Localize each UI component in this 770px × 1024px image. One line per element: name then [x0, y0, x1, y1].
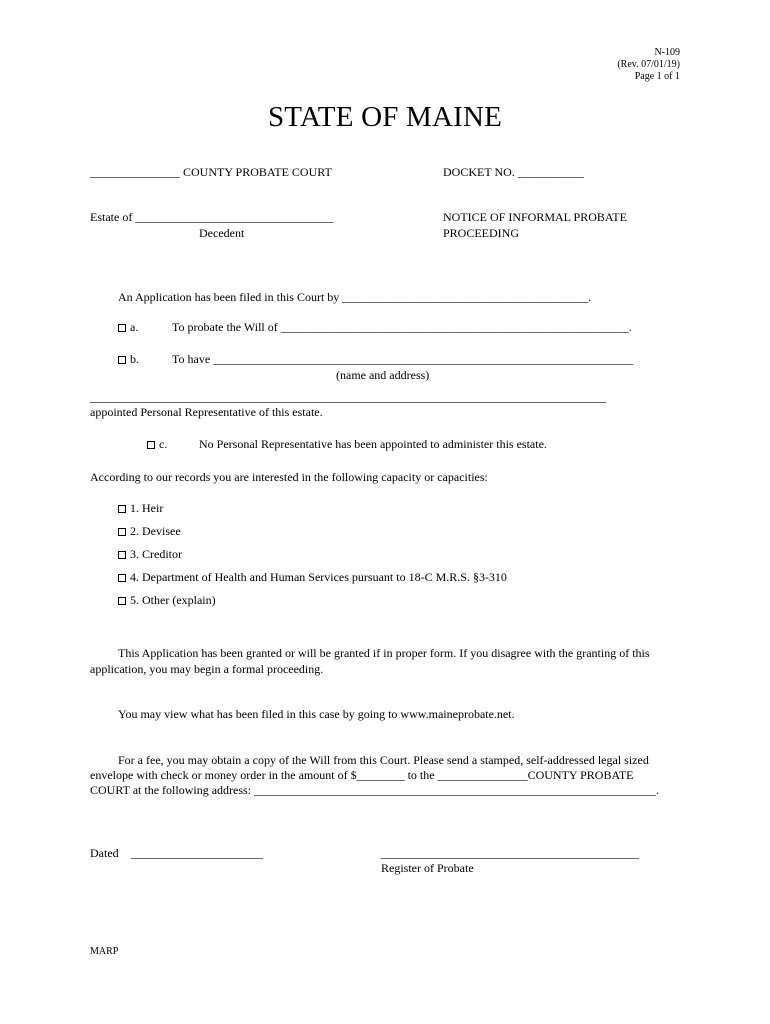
granted-paragraph-line-1: This Application has been granted or will be granted if in proper form. If you disagree with the granting of this	[118, 646, 650, 660]
page-title: STATE OF MAINE	[267, 101, 503, 133]
applicant-field[interactable]: An Application has been filed in this Court by _________________________________________.	[118, 290, 592, 304]
option-b-letter: b.	[130, 352, 139, 366]
capacity-label: 5. Other (explain)	[130, 593, 216, 607]
granted-paragraph-line-2: application, you may begin a formal proceeding.	[90, 662, 324, 676]
notice-title-line-2: PROCEEDING	[443, 226, 520, 240]
capacity-checkbox[interactable]	[118, 574, 126, 582]
capacity-item-devisee[interactable]	[118, 524, 181, 539]
register-signature-field[interactable]: ___________________________________________	[381, 846, 639, 860]
capacity-label: 2. Devisee	[130, 524, 181, 538]
fee-paragraph-line-3[interactable]: COURT at the following address: ___________________________________________________________________.	[90, 783, 660, 797]
name-address-label: (name and address)	[336, 368, 430, 382]
fee-paragraph-line-1: For a fee, you may obtain a copy of the Will from this Court. Please send a stamped, self-addressed legal sized	[118, 753, 649, 767]
capacity-checkbox[interactable]	[118, 528, 126, 536]
county-court-field[interactable]: _______________ COUNTY PROBATE COURT	[90, 165, 332, 179]
option-a-checkbox[interactable]	[118, 324, 126, 332]
option-a-will-field[interactable]: To probate the Will of __________________________________________________________.	[172, 320, 632, 334]
dated-field[interactable]: ______________________	[131, 846, 263, 860]
option-c-checkbox[interactable]	[147, 441, 155, 449]
capacity-item-dhhs[interactable]	[118, 570, 507, 585]
form-revision: (Rev. 07/01/19)	[617, 59, 680, 70]
capacity-checkbox[interactable]	[118, 505, 126, 513]
capacity-item-other[interactable]	[118, 593, 216, 608]
fee-paragraph-line-2[interactable]: envelope with check or money order in the amount of $________ to the _______________COUNTY PROBATE	[90, 768, 634, 782]
option-c-text: No Personal Representative has been appointed to administer this estate.	[199, 437, 547, 451]
option-c-letter: c.	[159, 437, 168, 451]
capacity-item-heir[interactable]	[118, 501, 163, 516]
capacity-label: 1. Heir	[130, 501, 164, 515]
option-b-name-field[interactable]: To have ______________________________________________________________________	[172, 352, 634, 366]
dated-label: Dated	[90, 846, 119, 860]
capacity-checkbox[interactable]	[118, 597, 126, 605]
capacity-item-creditor[interactable]	[118, 547, 182, 562]
capacity-label: 3. Creditor	[130, 547, 182, 561]
form-number: N-109	[654, 47, 680, 58]
footer-code: MARP	[90, 946, 119, 957]
capacity-checkbox[interactable]	[118, 551, 126, 559]
docket-number-field[interactable]: DOCKET NO. ___________	[443, 165, 584, 179]
page-indicator: Page 1 of 1	[634, 71, 680, 82]
option-c-row[interactable]	[147, 437, 167, 452]
decedent-label: Decedent	[199, 226, 245, 240]
notice-title-line-1: NOTICE OF INFORMAL PROBATE	[443, 210, 627, 224]
register-label: Register of Probate	[381, 861, 474, 875]
option-b-checkbox[interactable]	[118, 356, 126, 364]
view-paragraph: You may view what has been filed in this case by going to www.maineprobate.net.	[118, 707, 515, 721]
option-b-row[interactable]	[118, 352, 139, 367]
rep-appointed-text: appointed Personal Representative of this estate.	[90, 405, 323, 419]
option-a-letter: a.	[130, 320, 139, 334]
rep-address-field[interactable]: ______________________________________________________________________________________	[90, 390, 606, 404]
estate-name-field[interactable]: Estate of _________________________________	[90, 210, 334, 224]
capacity-label: 4. Department of Health and Human Services pursuant to 18-C M.R.S. §3-310	[130, 570, 507, 584]
capacity-intro: According to our records you are interested in the following capacity or capacities:	[90, 470, 488, 484]
option-a-row[interactable]	[118, 320, 138, 335]
